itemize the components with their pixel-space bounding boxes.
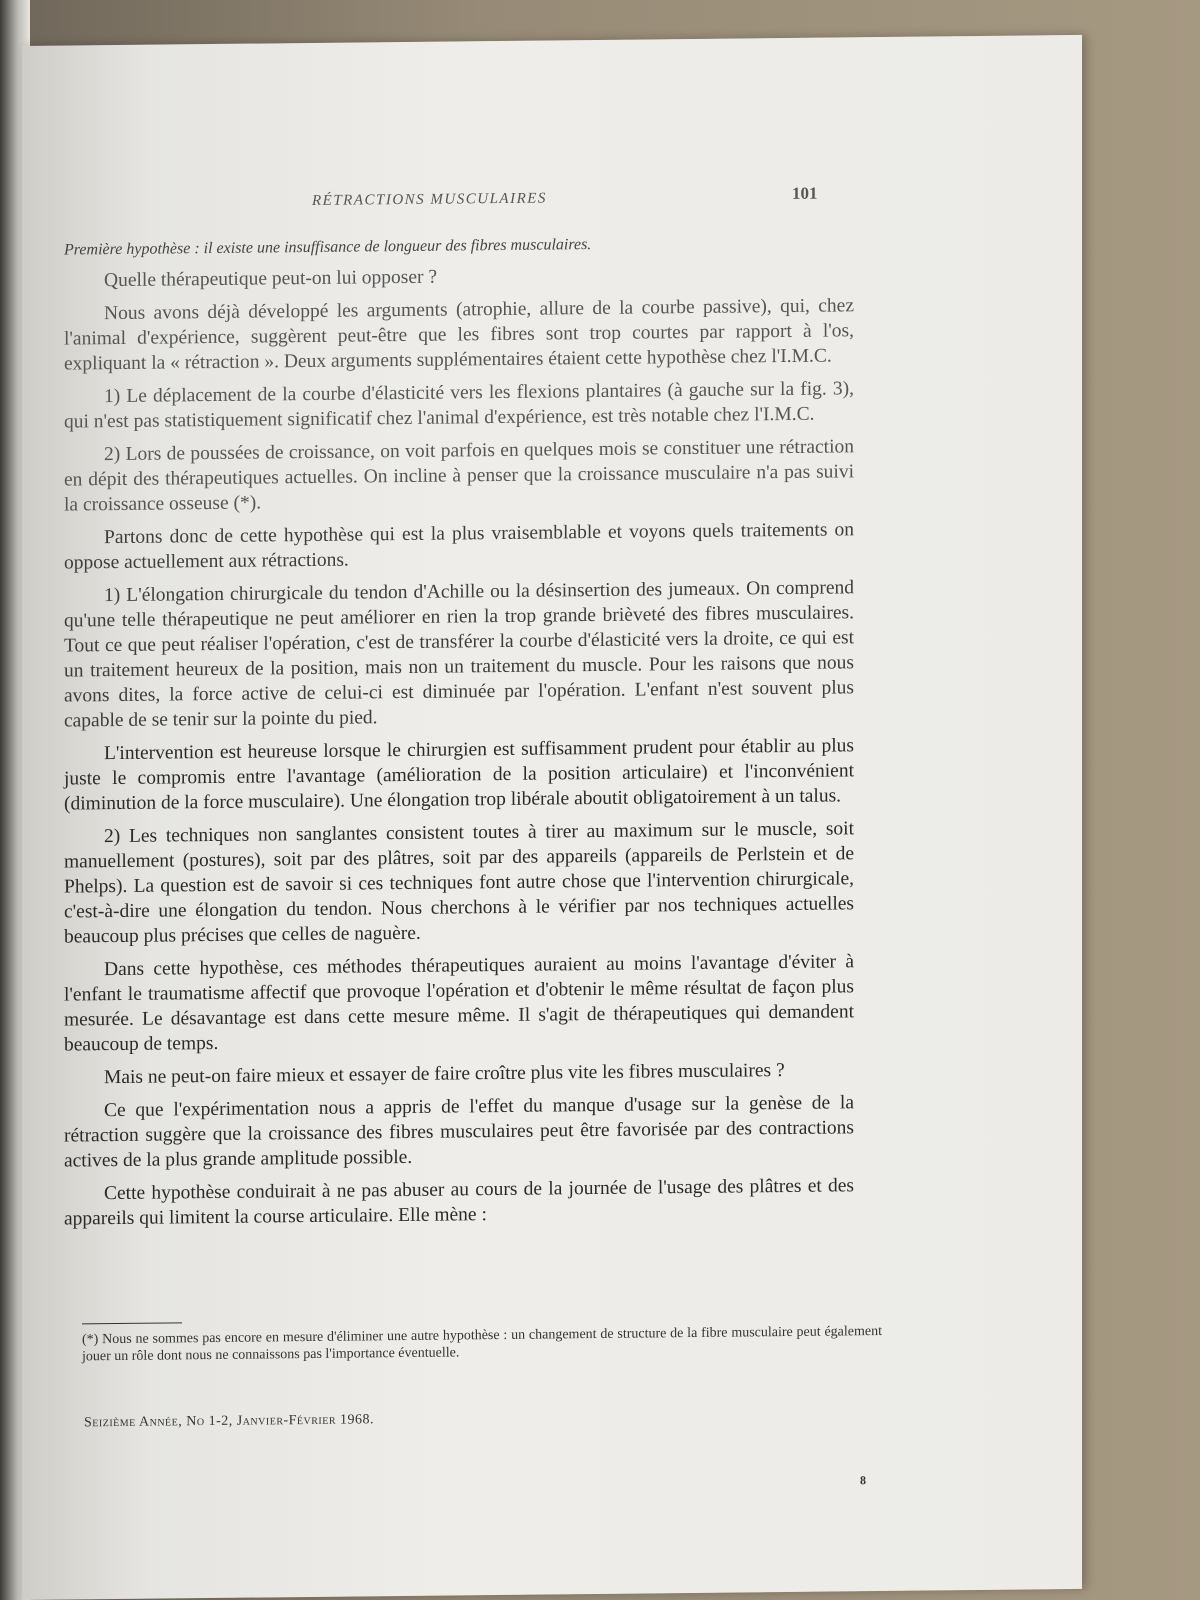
- signature-mark: 8: [860, 1473, 866, 1488]
- paragraph: L'intervention est heureuse lorsque le chirurgien est suffisamment prudent pour établir au plus juste le compromis entre l'avantage (amélioration de la position articulaire) et l'inconvénient (diminution de la force musculaire). Une élongation trop libérale aboutit obligatoirement à un talus.: [64, 735, 854, 815]
- paragraph: 1) Le déplacement de la courbe d'élasticité vers les flexions plantaires (à gauche sur la fig. 3), qui n'est pas statistiquement significatif chez l'animal d'expérience, est très notable chez l'I.M.C.: [64, 378, 854, 433]
- paragraph: Dans cette hypothèse, ces méthodes thérapeutiques auraient au moins l'avantage d'éviter à l'enfant le traumatisme affectif que provoque l'opération et d'obtenir le même résultat de façon plus mesurée. Le désavantage est dans cette mesure même. Il s'agit de thérapeutiques qui demandent beaucoup de temps.: [64, 951, 854, 1056]
- book-page: [22, 35, 1082, 1600]
- page-number: 101: [792, 183, 818, 203]
- paragraph: Partons donc de cette hypothèse qui est la plus vraisemblable et voyons quels traitements on oppose actuellement aux rétractions.: [64, 519, 854, 574]
- footnote-rule: [82, 1322, 182, 1324]
- paragraph: Nous avons déjà développé les arguments (atrophie, allure de la courbe passive), qui, chez l'animal d'expérience, suggèrent peut-être que les fibres sont trop courtes par rapport à l'os, expliquant la « rétraction ». Deux arguments supplémentaires étaient cette hypothèse chez l'I.M.C.: [64, 295, 854, 375]
- lead-heading: Première hypothèse : il existe une insuffisance de longueur des fibres musculaires.: [64, 236, 592, 259]
- paragraph: Mais ne peut-on faire mieux et essayer de faire croître plus vite les fibres musculaires ?: [104, 1060, 785, 1089]
- page-body: [64, 229, 854, 1239]
- paragraph: 2) Les techniques non sanglantes consistent toutes à tirer au maximum sur le muscle, soit manuellement (postures), soit par des plâtres, soit par des appareils (appareils de Perlstein et de Phelps). La question est de savoir si ces techniques font autre chose que l'intervention chirurgicale, c'est-à-dire une élongation du tendon. Nous cherchons à le vérifier par nos techniques actuelles beaucoup plus précises que celles de naguère.: [64, 818, 854, 948]
- paragraph: 1) L'élongation chirurgicale du tendon d'Achille ou la désinsertion des jumeaux. On comprend qu'une telle thérapeutique ne peut améliorer en rien la trop grande brièveté des fibres musculaires. Tout ce que peut réaliser l'opération, c'est de transférer la courbe d'élasticité vers la droite, ce qui est un traitement heureux de la position, mais non un traitement du muscle. Pour les raisons que nous avons dites, la force active de celui-ci est diminuée par l'opération. L'enfant n'est souvent plus capable de se tenir sur la pointe du pied.: [64, 577, 854, 732]
- running-title: RÉTRACTIONS MUSCULAIRES: [312, 190, 547, 209]
- footnote: (*) Nous ne sommes pas encore en mesure d'éliminer une autre hypothèse : un changement de structure de la fibre musculaire peut également jouer un rôle dont nous ne connaissons pas l'importance éventuelle.: [82, 1323, 882, 1365]
- issue-line: Seizième Année, No 1-2, Janvier-Février 1968.: [84, 1412, 375, 1431]
- paragraph: 2) Lors de poussées de croissance, on voit parfois en quelques mois se constituer une rétraction en dépit des thérapeutiques actuelles. On incline à penser que la croissance musculaire n'a pas suivi la croissance osseuse (*).: [64, 436, 854, 516]
- paragraph: Quelle thérapeutique peut-on lui opposer ?: [104, 266, 438, 292]
- paragraph: Ce que l'expérimentation nous a appris de l'effet du manque d'usage sur la genèse de la rétraction suggère que la croissance des fibres musculaires peut être favorisée par des contractions actives de la plus grande amplitude possible.: [64, 1092, 854, 1172]
- paragraph: Cette hypothèse conduirait à ne pas abuser au cours de la journée de l'usage des plâtres et des appareils qui limitent la course articulaire. Elle mène :: [64, 1175, 854, 1230]
